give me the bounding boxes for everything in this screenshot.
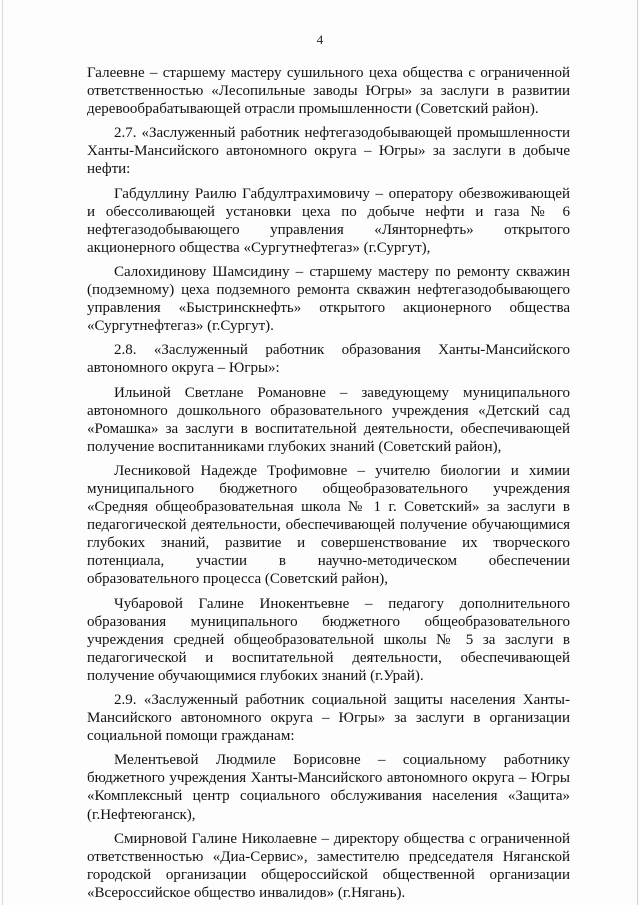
paragraph-awardee: Ильиной Светлане Романовне – заведующему муниципального автономного дошкольного образовательного учреждения «Детский сад «Ромашка» за заслуги в воспитательной деятельности, обеспечивающей получение воспитанниками глубоких знаний (Советский район), xyxy=(87,384,570,455)
paragraph-awardee: Салохидинову Шамсидину – старшему мастеру по ремонту скважин (подземному) цеха подземного ремонта скважин нефтегазодобывающего управления «Быстринскнефть» открытого акционерного общества «Сургутнефтегаз» (г.Сургут). xyxy=(87,263,570,335)
paragraph-section-2-8: 2.8. «Заслуженный работник образования Ханты-Мансийского автономного округа – Югры»: xyxy=(87,342,570,377)
paragraph-continuation: Галеевне – старшему мастеру сушильного цеха общества с ограниченной ответственностью «Лесопильные заводы Югры» за заслуги в развитии деревообрабатывающей отрасли промышленности (Советский район). xyxy=(87,65,570,118)
page-number: 4 xyxy=(316,32,324,47)
page-left-edge xyxy=(2,0,3,905)
paragraph-awardee: Габдуллину Раилю Габдултрахимовичу – оператору обезвоживающей и обессоливающей установки цеха по добыче нефти и газа № 6 нефтегазодобывающего управления «Лянторнефть» открытого акционерного общества «Сургутнефтегаз» (г.Сургут), xyxy=(87,185,570,256)
paragraph-section-2-7: 2.7. «Заслуженный работник нефтегазодобывающей промышленности Ханты-Мансийского автономного округа – Югры» за заслуги в добыче нефти: xyxy=(87,125,570,178)
paragraph-awardee: Мелентьевой Людмиле Борисовне – социальному работнику бюджетного учреждения Ханты-Мансийского автономного округа – Югры «Комплексный центр социального обслуживания населения «Защита» (г.Нефтеюганск), xyxy=(87,752,570,823)
paragraph-section-2-9: 2.9. «Заслуженный работник социальной защиты населения Ханты-Мансийского автономного округа – Югры» за заслуги в организации социальной помощи гражданам: xyxy=(87,692,570,745)
document-body xyxy=(87,64,570,908)
paragraph-awardee: Смирновой Галине Николаевне – директору общества с ограниченной ответственностью «Диа-Сервис», заместителю председателя Няганской городской организации общероссийской общественной организации «Всероссийское общество инвалидов» (г.Нягань). xyxy=(87,830,570,901)
paragraph-awardee: Лесниковой Надежде Трофимовне – учителю биологии и химии муниципального бюджетного общеобразовательного учреждения «Средняя общеобразовательная школа № 1 г. Советский» за заслуги в педагогической деятельности, обеспечивающей получение обучающимися глубоких знаний, развитие и совершенствование их творческого потенциала, участии в научно-методическом обеспечении образовательного процесса (Советский район), xyxy=(87,462,570,588)
paragraph-awardee: Чубаровой Галине Инокентьевне – педагогу дополнительного образования муниципального бюджетного общеобразовательного учреждения средней общеобразовательной школы № 5 за заслуги в педагогической и воспитательной деятельности, обеспечивающей получение обучающимися глубоких знаний (г.Урай). xyxy=(87,595,570,684)
page-right-edge xyxy=(637,0,638,905)
